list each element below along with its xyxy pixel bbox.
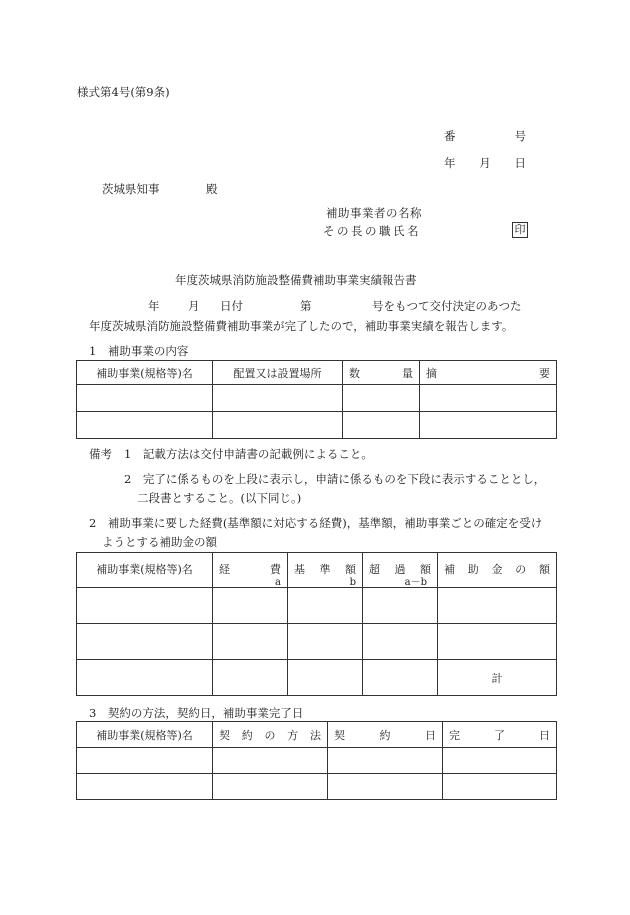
section3-heading: 3 契約の方法，契約日，補助事業完了日 bbox=[89, 706, 304, 720]
section1-table bbox=[76, 360, 557, 439]
table-header-row bbox=[77, 361, 557, 385]
cell bbox=[77, 774, 213, 800]
note-2-line2: 二段書とすること。(以下同じ。) bbox=[137, 491, 302, 505]
cell bbox=[363, 624, 438, 660]
doc-date-char: 年 bbox=[444, 156, 456, 170]
s3-header-method: 契 約 の 方 法 bbox=[213, 722, 328, 748]
s1-header-name: 補助事業(規格等)名 bbox=[77, 361, 213, 385]
s2-header-standard: 基 準 額 b bbox=[288, 553, 363, 588]
cell bbox=[438, 588, 557, 624]
cell bbox=[213, 748, 328, 774]
section2-heading-line2: ようとする補助金の額 bbox=[102, 535, 217, 549]
addressee-honorific: 殿 bbox=[206, 182, 218, 196]
cell bbox=[288, 660, 363, 696]
s2-header-subsidy: 補 助 金 の 額 bbox=[438, 553, 557, 588]
cell bbox=[343, 385, 420, 412]
body-line2: 年度茨城県消防施設整備費補助事業が完了したので，補助事業実績を報告します。 bbox=[89, 319, 514, 333]
cell bbox=[213, 774, 328, 800]
s2-header-standard-sub: b bbox=[349, 577, 356, 588]
s1-header-remarks: 摘 要 bbox=[420, 361, 557, 385]
s2-header-excess: 超 過 額 a－b bbox=[363, 553, 438, 588]
cell bbox=[213, 660, 288, 696]
cell bbox=[343, 412, 420, 439]
body-dai-char: 第 bbox=[300, 299, 312, 313]
body-date-label: 日付 bbox=[220, 299, 243, 313]
table-row bbox=[77, 385, 557, 412]
doc-date-char: 月 bbox=[479, 156, 491, 170]
cell bbox=[443, 748, 557, 774]
table-row bbox=[77, 660, 557, 696]
cell bbox=[77, 385, 213, 412]
s1-header-location: 配置又は設置場所 bbox=[213, 361, 343, 385]
s2-header-cost: 経 費 a bbox=[213, 553, 288, 588]
cell bbox=[420, 412, 557, 439]
section2-heading-line1: 2 補助事業に要した経費(基準額に対応する経費)，基準額，補助事業ごとの確定を受け bbox=[89, 516, 543, 530]
note-1: 1 記載方法は交付申請書の記載例によること。 bbox=[124, 447, 373, 461]
cell bbox=[443, 774, 557, 800]
cell bbox=[288, 624, 363, 660]
cell bbox=[438, 624, 557, 660]
cell bbox=[213, 624, 288, 660]
body-year-char: 年 bbox=[148, 299, 160, 313]
cell bbox=[213, 385, 343, 412]
applicant-name-label: 補助事業者の名称 bbox=[326, 206, 422, 220]
doc-date-char: 日 bbox=[514, 156, 526, 170]
body-month-char: 月 bbox=[188, 299, 200, 313]
doc-number-char: 号 bbox=[514, 129, 526, 143]
cell bbox=[77, 412, 213, 439]
document-title: 年度茨城県消防施設整備費補助事業実績報告書 bbox=[175, 273, 417, 287]
doc-number-char: 番 bbox=[444, 129, 456, 143]
cell bbox=[213, 412, 343, 439]
addressee-name: 茨城県知事 bbox=[102, 182, 160, 196]
seal-mark: 印 bbox=[512, 222, 528, 238]
cell bbox=[77, 748, 213, 774]
cell bbox=[363, 660, 438, 696]
s3-header-name: 補助事業(規格等)名 bbox=[77, 722, 213, 748]
form-number: 様式第4号(第9条) bbox=[77, 85, 170, 99]
section3-table bbox=[76, 721, 557, 800]
cell bbox=[363, 588, 438, 624]
cell bbox=[77, 588, 213, 624]
total-label: 計 bbox=[438, 660, 557, 696]
document-number bbox=[444, 128, 526, 144]
note-2-line1: 2 完了に係るものを上段に表示し，申請に係るものを下段に表示することとし， bbox=[124, 472, 546, 486]
table-row bbox=[77, 412, 557, 439]
notes-label: 備考 bbox=[89, 447, 112, 461]
table-row bbox=[77, 748, 557, 774]
cell bbox=[328, 748, 443, 774]
s2-header-cost-sub: a bbox=[275, 577, 281, 588]
s3-header-completion-date: 完 了 日 bbox=[443, 722, 557, 748]
s2-header-name: 補助事業(規格等)名 bbox=[77, 553, 213, 588]
table-header-row bbox=[77, 722, 557, 748]
cell bbox=[288, 588, 363, 624]
table-row bbox=[77, 588, 557, 624]
table-row bbox=[77, 774, 557, 800]
section2-table bbox=[76, 552, 557, 696]
document-date bbox=[444, 155, 526, 171]
body-line1-tail: 号をもつて交付決定のあつた bbox=[372, 299, 522, 313]
cell bbox=[77, 660, 213, 696]
section1-heading: 1 補助事業の内容 bbox=[89, 344, 189, 358]
s2-header-excess-sub: a－b bbox=[404, 577, 427, 588]
applicant-rep-label: その長の職氏名 bbox=[323, 224, 421, 238]
s3-header-contract-date: 契 約 日 bbox=[328, 722, 443, 748]
cell bbox=[328, 774, 443, 800]
cell bbox=[420, 385, 557, 412]
cell bbox=[213, 588, 288, 624]
cell bbox=[77, 624, 213, 660]
s1-header-quantity: 数 量 bbox=[343, 361, 420, 385]
table-row bbox=[77, 624, 557, 660]
table-header-row bbox=[77, 553, 557, 588]
